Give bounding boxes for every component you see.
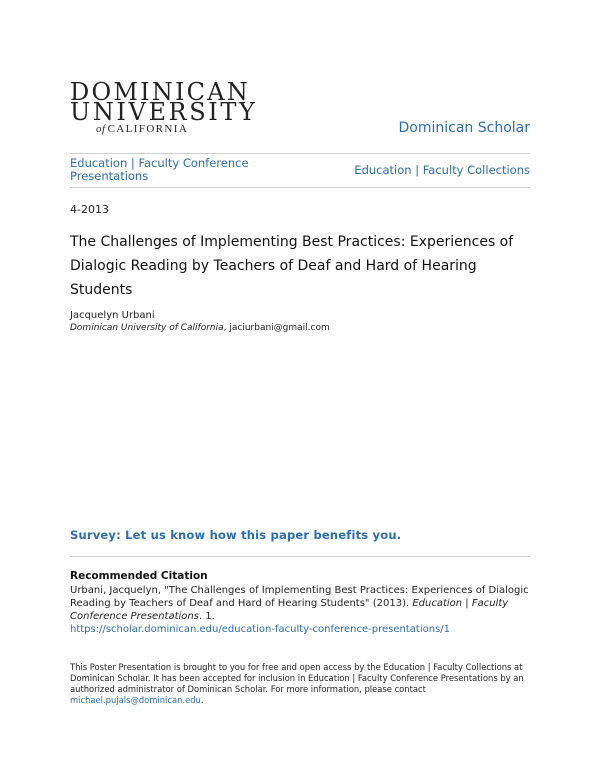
logo-line-california (96, 123, 188, 135)
contact-email-link[interactable]: michael.pujals@dominican.edu (70, 695, 201, 705)
collection-link-faculty-collections[interactable]: Education | Faculty Collections (354, 163, 530, 177)
author-name: Jacquelyn Urbani (70, 310, 155, 321)
survey-link[interactable]: Survey: Let us know how this paper benefits you. (70, 528, 402, 542)
divider-collections (70, 187, 530, 188)
logo-line-university: UNIVERSITY (70, 98, 258, 126)
recommended-citation-heading: Recommended Citation (70, 570, 208, 582)
logo-of: of (96, 123, 106, 135)
logo-line-dominican: DOMINICAN (70, 78, 250, 106)
publication-date: 4-2013 (70, 203, 109, 216)
logo-california: CALIFORNIA (107, 123, 189, 135)
footer-text: This Poster Presentation is brought to you for free and open access by the Education | Faculty Collections at Dominican Scholar. It has been accepted for inclusion in Education | Faculty Conference Presentations by an authorized administrator of Dominican Scholar. For more information, please contact (70, 662, 524, 694)
citation-text (70, 584, 532, 636)
author-email: , jaciurbani@gmail.com (223, 323, 330, 333)
collection-link-conference-presentations[interactable]: Education | Faculty Conference Presentations (70, 156, 249, 183)
citation-part1: Urbani, Jacquelyn, "The Challenges of Implementing Best Practices: Experiences of Dialogic Reading by Teachers of Deaf and Hard of Hearing Students" (2013). (70, 585, 529, 609)
access-statement (70, 662, 532, 706)
divider-survey (70, 556, 530, 557)
affiliation-name: Dominican University of California (70, 323, 224, 333)
dominican-scholar-link[interactable]: Dominican Scholar (398, 120, 530, 136)
paper-title: The Challenges of Implementing Best Practices: Experiences of Dialogic Reading by Teachers of Deaf and Hard of Hearing Students (70, 234, 514, 298)
citation-part2: . 1. (198, 611, 215, 622)
citation-journal: Education | Faculty Conference Presentations (70, 598, 509, 622)
divider-top (70, 153, 530, 154)
author-affiliation (70, 323, 330, 333)
citation-url-link[interactable]: https://scholar.dominican.edu/education-faculty-conference-presentations/1 (70, 624, 451, 635)
footer-end: . (200, 695, 204, 705)
